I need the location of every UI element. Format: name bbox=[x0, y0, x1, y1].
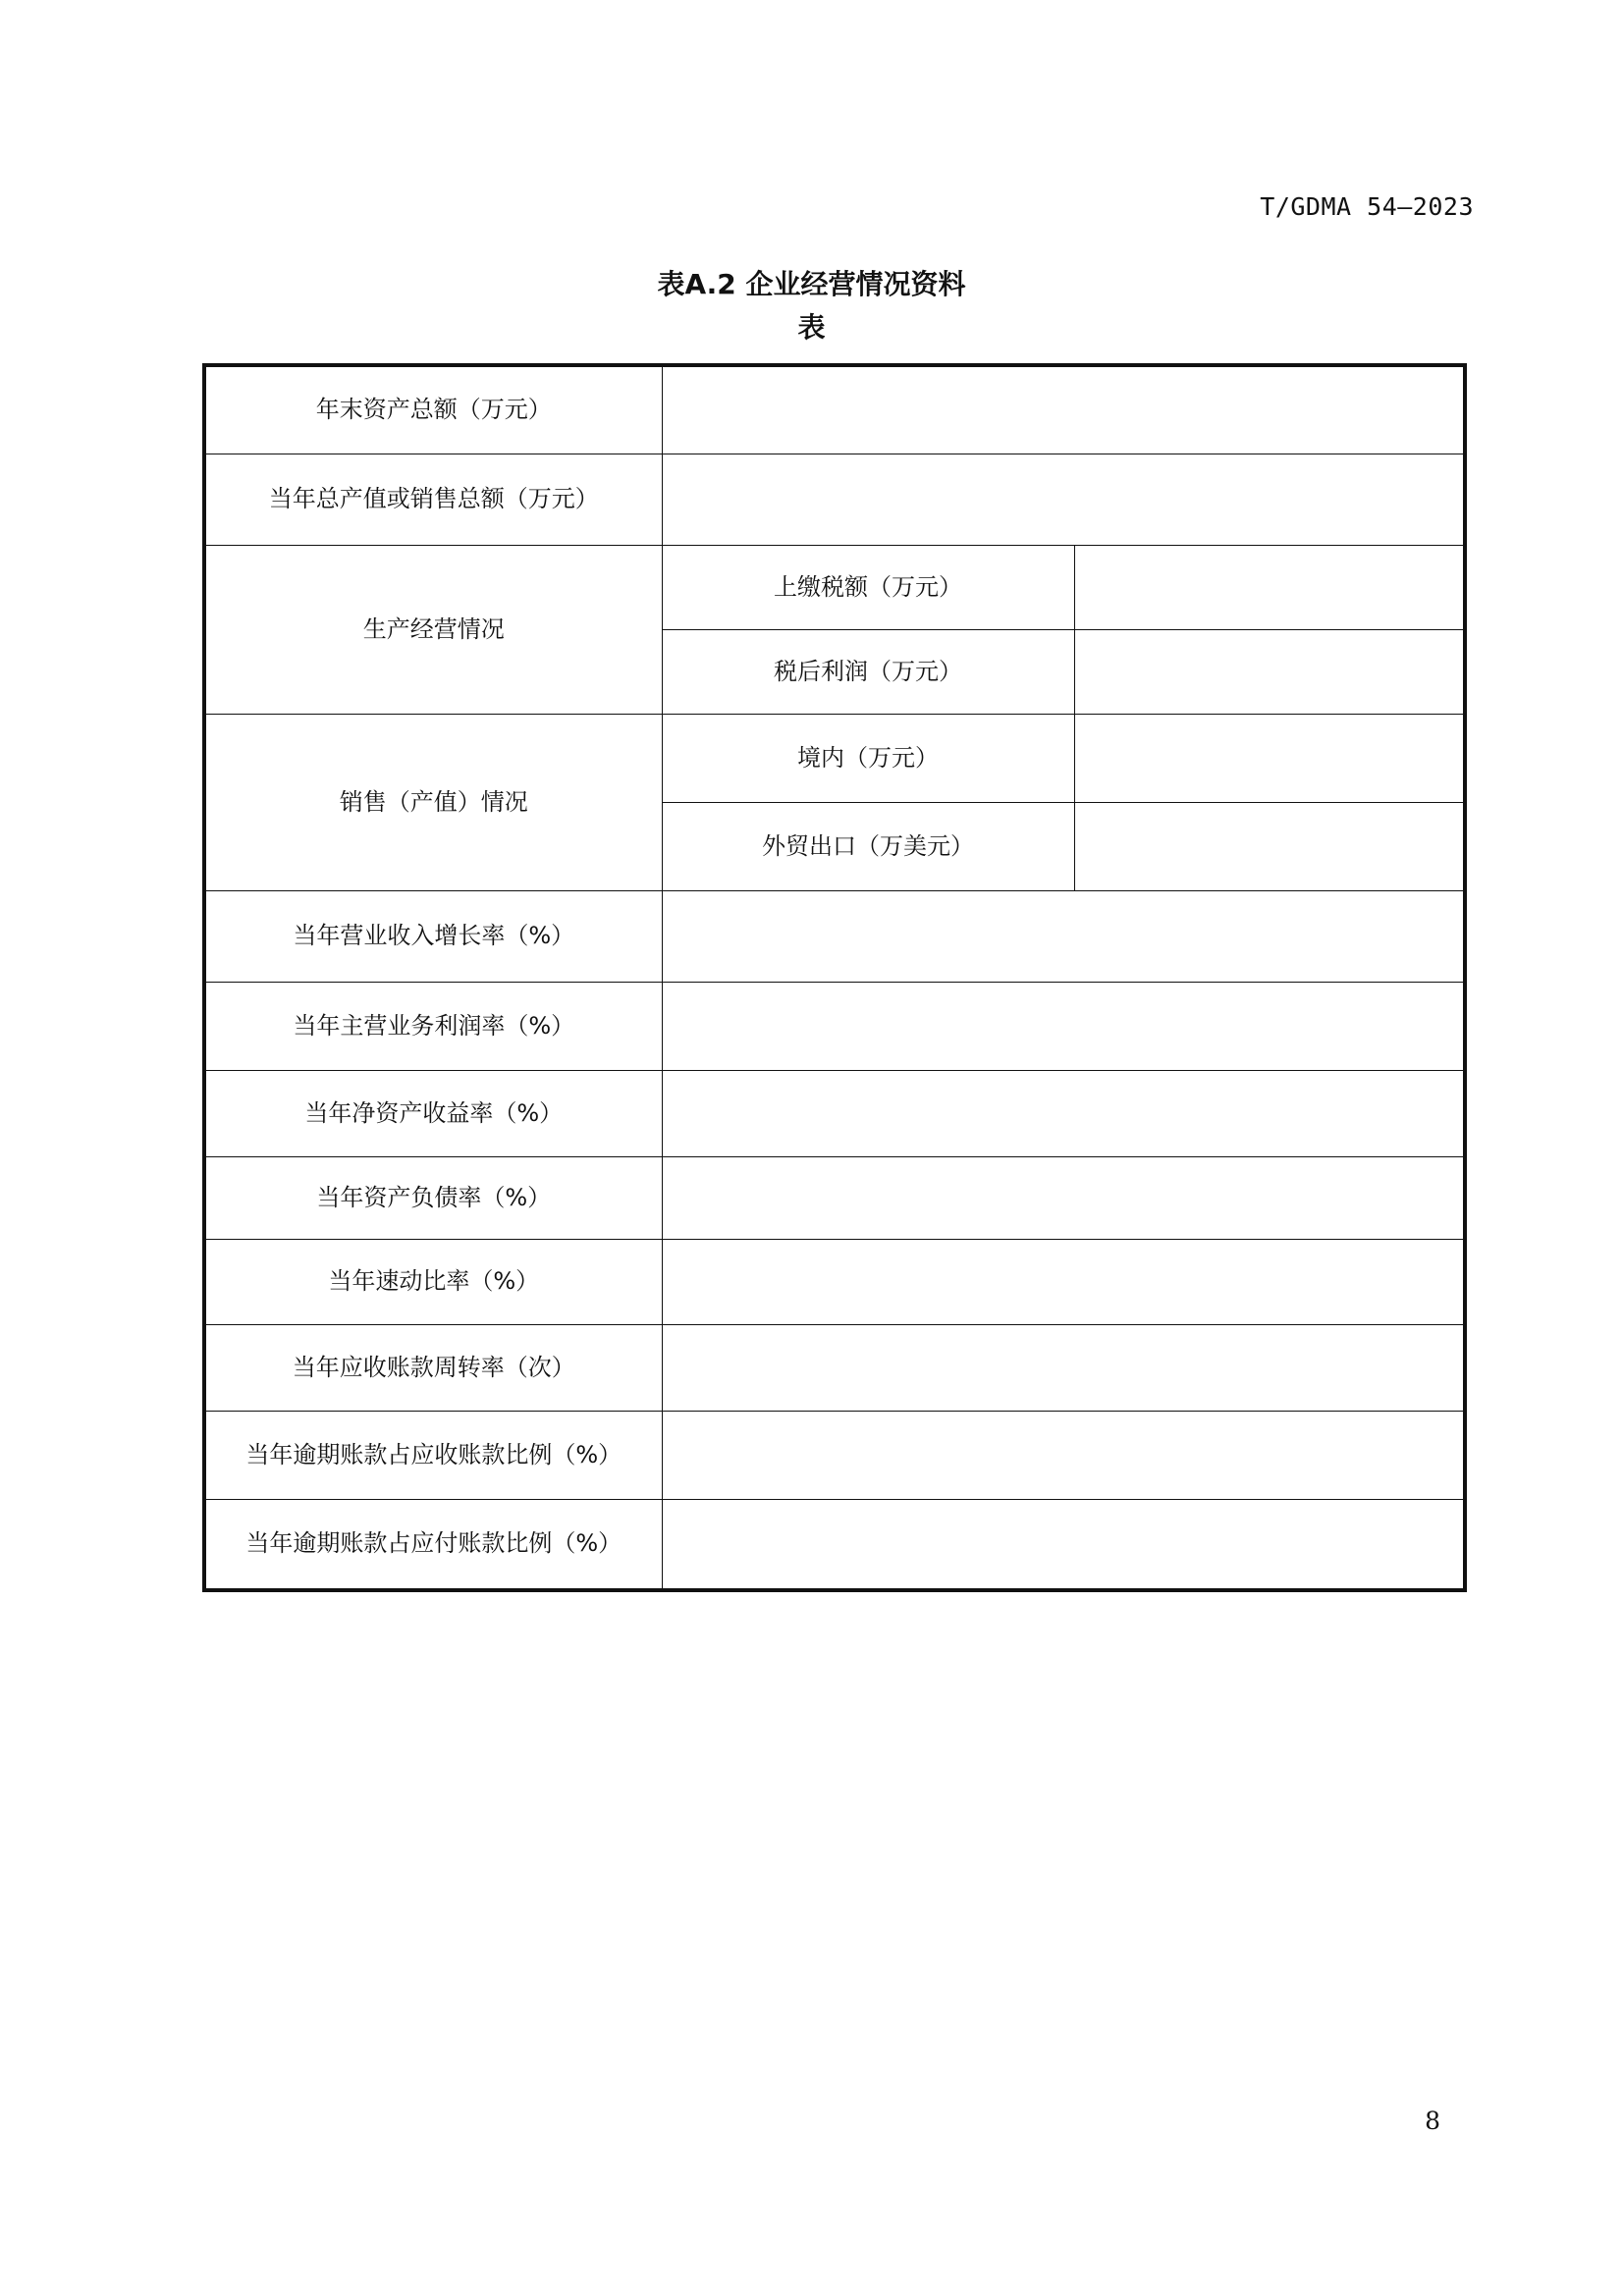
table-row bbox=[204, 1239, 1465, 1324]
table-row bbox=[204, 1324, 1465, 1411]
row-label-overdue-payable-ratio: 当年逾期账款占应付账款比例（%） bbox=[204, 1499, 662, 1590]
document-id: T/GDMA 54—2023 bbox=[1260, 192, 1474, 221]
value-roe[interactable] bbox=[662, 1070, 1465, 1156]
value-overdue-payable-ratio[interactable] bbox=[662, 1499, 1465, 1590]
table-row bbox=[204, 1499, 1465, 1590]
table-row bbox=[204, 365, 1465, 454]
table-caption-continuation: 表 bbox=[797, 311, 826, 344]
table-caption: 表A.2 企业经营情况资料 bbox=[657, 268, 966, 300]
sub-label-domestic: 境内（万元） bbox=[662, 714, 1074, 802]
row-label-roe: 当年净资产收益率（%） bbox=[204, 1070, 662, 1156]
value-total-output-sales[interactable] bbox=[662, 454, 1465, 545]
table-row bbox=[204, 1156, 1465, 1239]
row-label-debt-ratio: 当年资产负债率（%） bbox=[204, 1156, 662, 1239]
row-label-sales-output: 销售（产值）情况 bbox=[204, 714, 662, 890]
value-domestic[interactable] bbox=[1074, 714, 1465, 802]
business-operations-table bbox=[202, 363, 1467, 1592]
page-number: 8 bbox=[1425, 2107, 1440, 2135]
row-label-receivable-turnover: 当年应收账款周转率（次） bbox=[204, 1324, 662, 1411]
row-label-revenue-growth: 当年营业收入增长率（%） bbox=[204, 890, 662, 982]
table-row bbox=[204, 545, 1465, 629]
row-label-production-operation: 生产经营情况 bbox=[204, 545, 662, 714]
table-row bbox=[204, 1411, 1465, 1499]
value-quick-ratio[interactable] bbox=[662, 1239, 1465, 1324]
table-row bbox=[204, 454, 1465, 545]
value-export[interactable] bbox=[1074, 802, 1465, 890]
row-label-main-profit-margin: 当年主营业务利润率（%） bbox=[204, 982, 662, 1070]
sub-label-tax-paid: 上缴税额（万元） bbox=[662, 545, 1074, 629]
value-main-profit-margin[interactable] bbox=[662, 982, 1465, 1070]
table-row bbox=[204, 1070, 1465, 1156]
value-debt-ratio[interactable] bbox=[662, 1156, 1465, 1239]
table-row bbox=[204, 890, 1465, 982]
value-net-profit[interactable] bbox=[1074, 629, 1465, 714]
sub-label-export: 外贸出口（万美元） bbox=[662, 802, 1074, 890]
row-label-total-output-sales: 当年总产值或销售总额（万元） bbox=[204, 454, 662, 545]
row-label-total-assets: 年末资产总额（万元） bbox=[204, 365, 662, 454]
table-row bbox=[204, 714, 1465, 802]
row-label-quick-ratio: 当年速动比率（%） bbox=[204, 1239, 662, 1324]
table-row bbox=[204, 982, 1465, 1070]
row-label-overdue-receivable-ratio: 当年逾期账款占应收账款比例（%） bbox=[204, 1411, 662, 1499]
value-overdue-receivable-ratio[interactable] bbox=[662, 1411, 1465, 1499]
value-tax-paid[interactable] bbox=[1074, 545, 1465, 629]
sub-label-net-profit: 税后利润（万元） bbox=[662, 629, 1074, 714]
value-revenue-growth[interactable] bbox=[662, 890, 1465, 982]
value-receivable-turnover[interactable] bbox=[662, 1324, 1465, 1411]
value-total-assets[interactable] bbox=[662, 365, 1465, 454]
